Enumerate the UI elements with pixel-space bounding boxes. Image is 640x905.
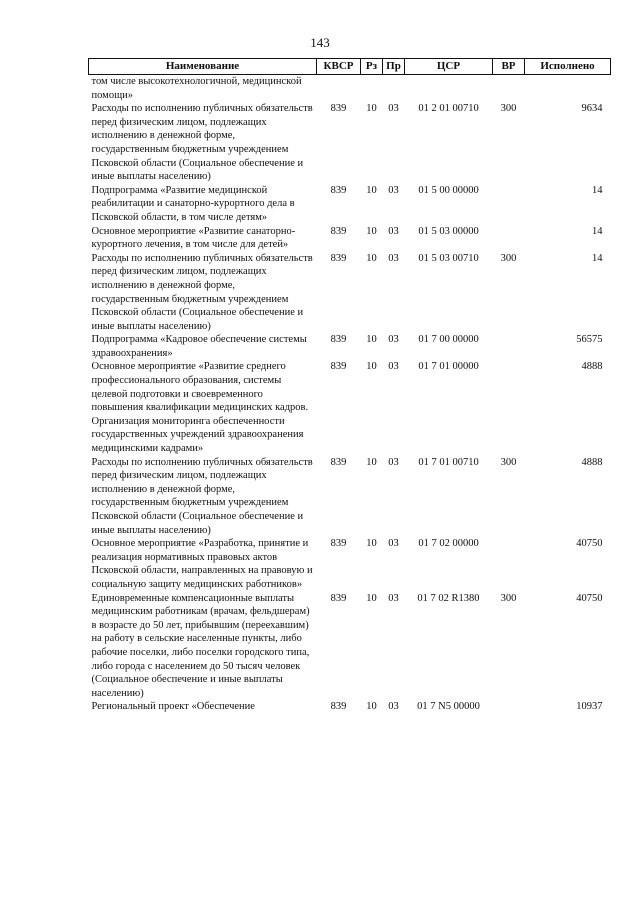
cell-csr: 01 7 00 00000 [418, 334, 479, 346]
table-row [89, 537, 611, 591]
cell-kvsr: 839 [330, 103, 347, 115]
cell-pr: 03 [388, 225, 399, 237]
table-row [89, 333, 611, 360]
cell-pr: 03 [388, 361, 399, 373]
cell-csr: 01 5 03 00710 [418, 252, 479, 264]
cell-csr: 01 2 01 00710 [418, 103, 479, 115]
cell-rz: 10 [366, 701, 377, 713]
cell-executed [525, 75, 611, 103]
cell-csr: 01 7 N5 00000 [417, 701, 480, 713]
cell-vr [493, 225, 525, 252]
cell-rz: 10 [366, 456, 377, 468]
cell-pr: 03 [388, 334, 399, 346]
cell-pr: 03 [388, 456, 399, 468]
cell-rz: 10 [366, 252, 377, 264]
cell-vr: 300 [500, 103, 517, 115]
cell-csr: 01 5 03 00000 [418, 225, 479, 237]
cell-pr [383, 75, 405, 103]
column-header-csr: ЦСР [405, 59, 493, 75]
cell-vr [493, 360, 525, 455]
cell-executed: 9634 [581, 103, 603, 115]
cell-pr: 03 [388, 184, 399, 196]
cell-executed: 56575 [576, 334, 603, 346]
table-row [89, 75, 611, 103]
cell-executed: 14 [592, 225, 603, 237]
cell-vr: 300 [500, 592, 517, 604]
table-header [89, 59, 611, 75]
column-header-rz: Рз [361, 59, 383, 75]
cell-rz: 10 [366, 103, 377, 115]
cell-vr [493, 184, 525, 225]
cell-csr [405, 75, 493, 103]
cell-executed: 40750 [576, 592, 603, 604]
cell-csr: 01 7 01 00710 [418, 456, 479, 468]
cell-rz: 10 [366, 225, 377, 237]
cell-pr: 03 [388, 538, 399, 550]
column-header-name: Наименование [89, 59, 317, 75]
cell-executed: 14 [592, 184, 603, 196]
cell-name: Расходы по исполнению публичных обязательств перед физическим лицом, подлежащих исполнению в денежной форме, государственным бюджетным учреждением Псковской области (Социальное обеспечение и иные выплаты населению) [91, 103, 313, 183]
cell-name: Основное мероприятие «Разработка, принятие и реализация нормативных правовых актов Псковской области, направленных на правовую и социальную защиту медицинских работников» [91, 538, 313, 590]
cell-vr: 300 [500, 252, 517, 264]
cell-executed: 4888 [581, 361, 603, 373]
cell-kvsr: 839 [330, 252, 347, 264]
cell-rz: 10 [366, 592, 377, 604]
table-header-row [89, 59, 611, 75]
budget-execution-table [88, 58, 611, 714]
cell-name: Подпрограмма «Кадровое обеспечение системы здравоохранения» [91, 334, 307, 359]
cell-rz: 10 [366, 361, 377, 373]
table-row [89, 700, 611, 714]
cell-executed: 40750 [576, 538, 603, 550]
table-row [89, 225, 611, 252]
cell-name: Основное мероприятие «Развитие санаторно-курортного лечения, в том числе для детей» [91, 225, 296, 251]
page-number: 143 [310, 35, 330, 50]
cell-name: Расходы по исполнению публичных обязательств перед физическим лицом, подлежащих исполнению в денежной форме, государственным бюджетным учреждением Псковской области (Социальное обеспечение и иные выплаты населению) [91, 456, 313, 536]
column-header-vr: ВР [493, 59, 525, 75]
cell-kvsr: 839 [330, 592, 347, 604]
cell-vr [493, 700, 525, 714]
table-row [89, 456, 611, 538]
cell-pr: 03 [388, 103, 399, 115]
cell-vr [493, 537, 525, 591]
column-header-pr: Пр [383, 59, 405, 75]
cell-csr: 01 7 01 00000 [418, 361, 479, 373]
cell-executed: 14 [592, 252, 603, 264]
cell-csr: 01 5 00 00000 [418, 184, 479, 196]
cell-executed: 4888 [581, 456, 603, 468]
table-row [89, 102, 611, 184]
cell-pr: 03 [388, 252, 399, 264]
cell-name: том числе высокотехнологичной, медицинской помощи» [91, 76, 302, 101]
cell-vr [493, 333, 525, 360]
cell-vr: 300 [500, 456, 517, 468]
cell-vr [493, 75, 525, 103]
cell-kvsr: 839 [330, 538, 347, 550]
cell-rz [361, 75, 383, 103]
cell-name: Региональный проект «Обеспечение [91, 701, 255, 713]
cell-kvsr: 839 [330, 334, 347, 346]
cell-kvsr: 839 [330, 184, 347, 196]
table-body [89, 75, 611, 714]
cell-pr: 03 [388, 701, 399, 713]
cell-name: Единовременные компенсационные выплаты медицинским работникам (врачам, фельдшерам) в возрасте до 50 лет, прибывшим (переехавшим) на работу в сельские населенные пункты, либо рабочие поселки, либо поселки городского типа, либо города с населением до 50 тысяч человек (Социальное обеспечение и иные выплаты населению) [91, 592, 310, 699]
cell-name: Расходы по исполнению публичных обязательств перед физическим лицом, подлежащих исполнению в денежной форме, государственным бюджетным учреждением Псковской области (Социальное обеспечение и иные выплаты населению) [91, 252, 313, 332]
cell-kvsr: 839 [330, 701, 347, 713]
cell-kvsr: 839 [330, 456, 347, 468]
table-row [89, 184, 611, 225]
table-row [89, 360, 611, 455]
cell-kvsr: 839 [330, 361, 347, 373]
column-header-executed: Исполнено [525, 59, 611, 75]
cell-rz: 10 [366, 184, 377, 196]
cell-pr: 03 [388, 592, 399, 604]
cell-name: Подпрограмма «Развитие медицинской реабилитации и санаторно-курортного дела в Псковской области, в том числе детям» [91, 184, 295, 223]
column-header-kvsr: КВСР [317, 59, 361, 75]
cell-rz: 10 [366, 334, 377, 346]
cell-kvsr [317, 75, 361, 103]
cell-csr: 01 7 02 R1380 [417, 592, 480, 604]
table-row [89, 252, 611, 334]
cell-rz: 10 [366, 538, 377, 550]
cell-csr: 01 7 02 00000 [418, 538, 479, 550]
cell-kvsr: 839 [330, 225, 347, 237]
cell-executed: 10937 [576, 701, 603, 713]
table-row [89, 592, 611, 701]
cell-name: Основное мероприятие «Развитие среднего профессионального образования, системы целевой подготовки и своевременного повышения квалификации медицинских кадров. Организация мониторинга обеспеченности государственных учреждений здравоохранения медицинскими кадрами» [91, 361, 309, 455]
